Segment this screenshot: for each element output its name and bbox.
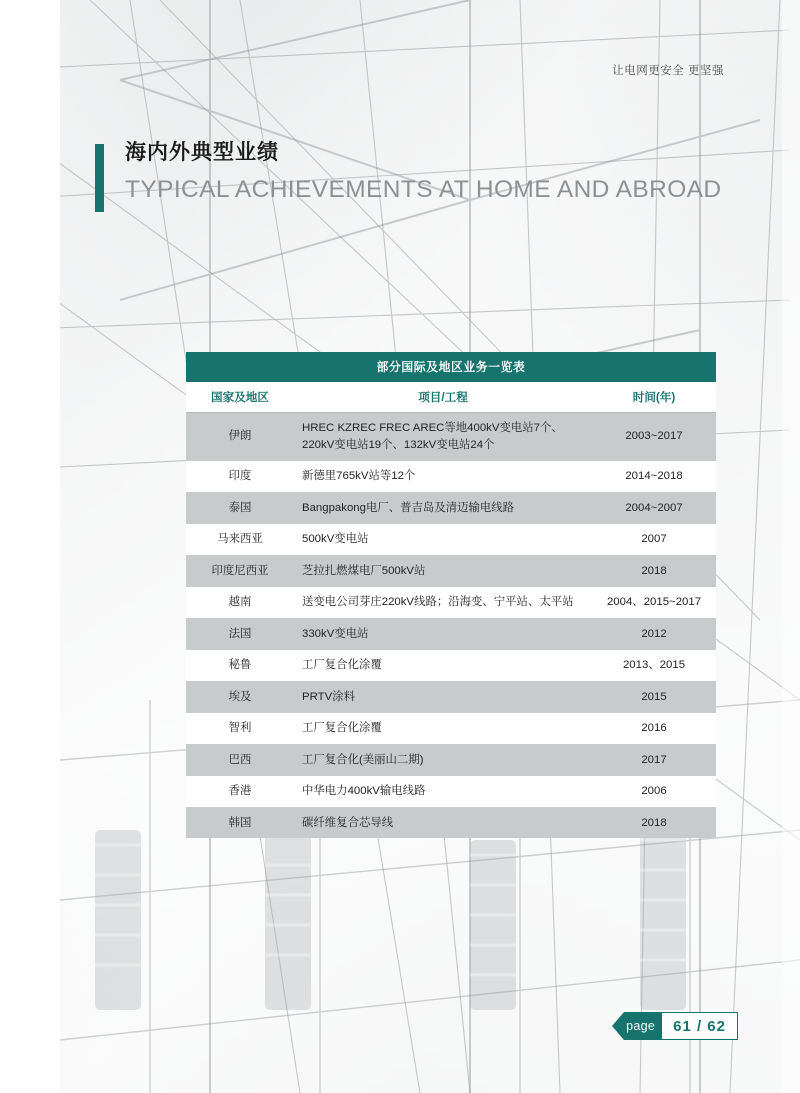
cell-project: Bangpakong电厂、普吉岛及清迈输电线路 bbox=[294, 492, 592, 524]
page-badge-arrow-icon bbox=[612, 1012, 624, 1040]
cell-country: 伊朗 bbox=[186, 413, 294, 461]
cell-country: 马来西亚 bbox=[186, 524, 294, 556]
table-row bbox=[186, 650, 716, 682]
page-title-en: TYPICAL ACHIEVEMENTS AT HOME AND ABROAD bbox=[125, 176, 722, 204]
table-row bbox=[186, 492, 716, 524]
achievements-table-wrapper bbox=[186, 352, 716, 838]
table-row bbox=[186, 618, 716, 650]
table-row bbox=[186, 555, 716, 587]
section-title bbox=[95, 140, 721, 212]
cell-project: 芝拉扎燃煤电厂500kV站 bbox=[294, 555, 592, 587]
cell-time: 2018 bbox=[592, 555, 716, 587]
left-margin-strip bbox=[0, 0, 60, 1093]
cell-country: 泰国 bbox=[186, 492, 294, 524]
cell-project: 500kV变电站 bbox=[294, 524, 592, 556]
cell-project: 新德里765kV站等12个 bbox=[294, 461, 592, 493]
cell-project: HREC KZREC FREC AREC等地400kV变电站7个、220kV变电站19个、132kV变电站24个 bbox=[294, 413, 592, 461]
table-row bbox=[186, 713, 716, 745]
page-label: page bbox=[624, 1012, 662, 1040]
table-row bbox=[186, 681, 716, 713]
cell-country: 巴西 bbox=[186, 744, 294, 776]
header-slogan: 让电网更安全 更坚强 bbox=[612, 65, 724, 77]
cell-project: 中华电力400kV输电线路 bbox=[294, 776, 592, 808]
cell-project: 工厂复合化(美丽山二期) bbox=[294, 744, 592, 776]
cell-time: 2004、2015~2017 bbox=[592, 587, 716, 619]
cell-country: 印度 bbox=[186, 461, 294, 493]
table-row bbox=[186, 807, 716, 838]
cell-time: 2016 bbox=[592, 713, 716, 745]
cell-project: 工厂复合化涂覆 bbox=[294, 650, 592, 682]
table-row bbox=[186, 524, 716, 556]
cell-time: 2013、2015 bbox=[592, 650, 716, 682]
page-number-badge bbox=[612, 1012, 738, 1040]
table-caption: 部分国际及地区业务一览表 bbox=[186, 352, 716, 382]
cell-project: PRTV涂料 bbox=[294, 681, 592, 713]
column-header-country: 国家及地区 bbox=[186, 382, 294, 413]
cell-time: 2018 bbox=[592, 807, 716, 838]
cell-time: 2014~2018 bbox=[592, 461, 716, 493]
table-row bbox=[186, 587, 716, 619]
cell-project: 工厂复合化涂覆 bbox=[294, 713, 592, 745]
table-row bbox=[186, 461, 716, 493]
right-margin-strip bbox=[782, 0, 800, 1093]
achievements-table bbox=[186, 352, 716, 838]
cell-time: 2017 bbox=[592, 744, 716, 776]
cell-time: 2015 bbox=[592, 681, 716, 713]
column-header-project: 项目/工程 bbox=[294, 382, 592, 413]
cell-project: 碳纤维复合芯导线 bbox=[294, 807, 592, 838]
cell-time: 2004~2007 bbox=[592, 492, 716, 524]
cell-time: 2006 bbox=[592, 776, 716, 808]
cell-country: 秘鲁 bbox=[186, 650, 294, 682]
cell-country: 智利 bbox=[186, 713, 294, 745]
cell-country: 越南 bbox=[186, 587, 294, 619]
table-row bbox=[186, 776, 716, 808]
table-row bbox=[186, 413, 716, 461]
title-accent-bar bbox=[95, 144, 104, 212]
cell-time: 2007 bbox=[592, 524, 716, 556]
cell-country: 法国 bbox=[186, 618, 294, 650]
table-head bbox=[186, 382, 716, 413]
cell-time: 2012 bbox=[592, 618, 716, 650]
cell-country: 香港 bbox=[186, 776, 294, 808]
page-title-cn: 海内外典型业绩 bbox=[125, 141, 279, 164]
cell-project: 送变电公司芽庄220kV线路；沿海变、宁平站、太平站 bbox=[294, 587, 592, 619]
cell-country: 韩国 bbox=[186, 807, 294, 838]
cell-project: 330kV变电站 bbox=[294, 618, 592, 650]
table-header-row bbox=[186, 382, 716, 413]
cell-time: 2003~2017 bbox=[592, 413, 716, 461]
table-body bbox=[186, 413, 716, 839]
cell-country: 印度尼西亚 bbox=[186, 555, 294, 587]
page-numbers: 61 / 62 bbox=[662, 1012, 738, 1040]
column-header-time: 时间(年) bbox=[592, 382, 716, 413]
cell-country: 埃及 bbox=[186, 681, 294, 713]
table-row bbox=[186, 744, 716, 776]
